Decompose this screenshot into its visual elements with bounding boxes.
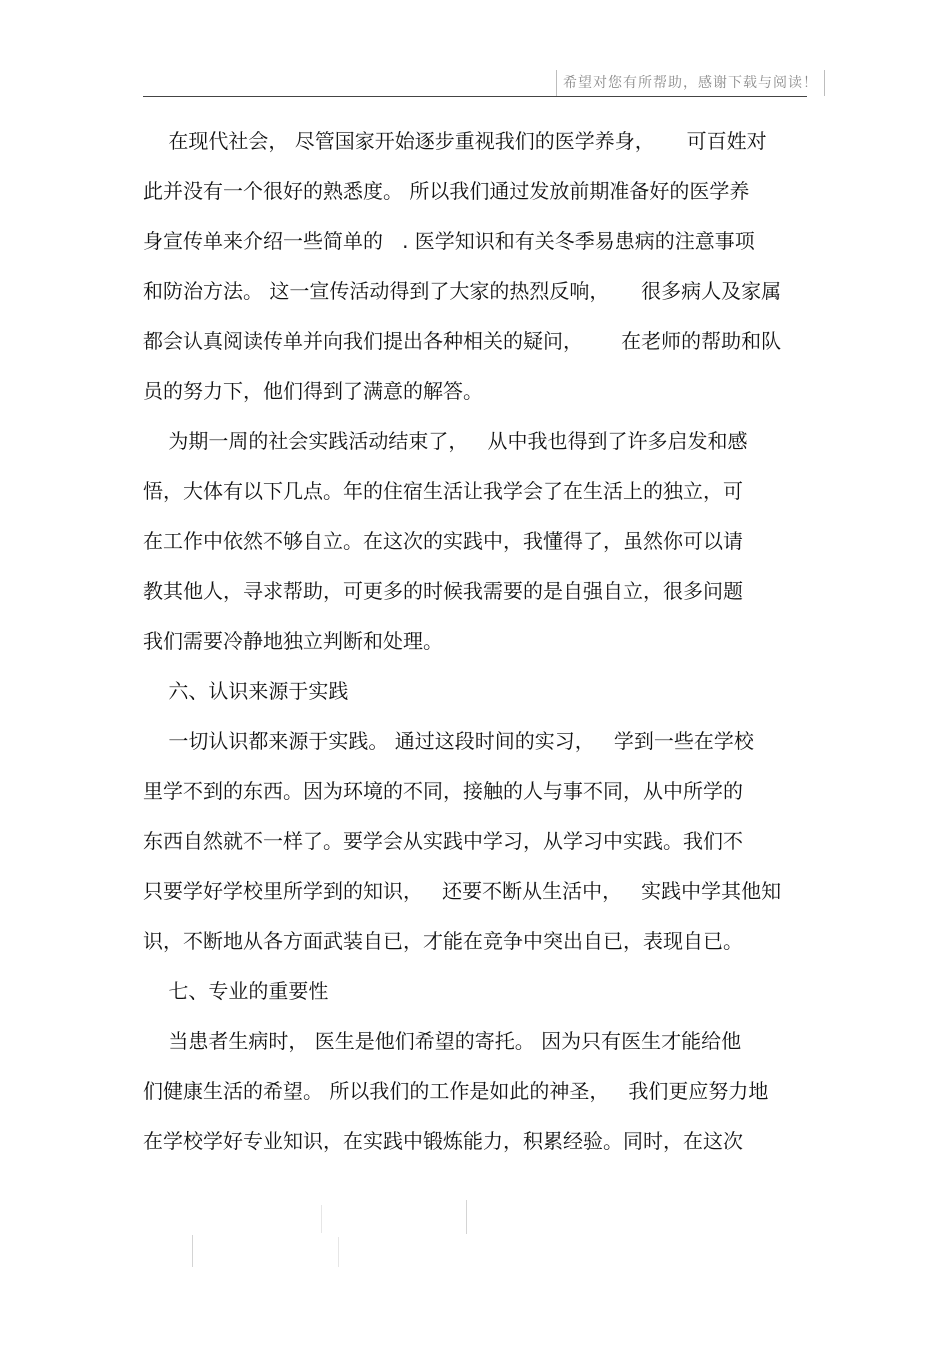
text-line: 只要学好学校里所学到的知识， 还要不断从生活中， 实践中学其他知: [143, 879, 782, 903]
text-line: 身宣传单来介绍一些简单的 . 医学知识和有关冬季易患病的注意事项: [143, 229, 755, 253]
text-line: 员的努力下，他们得到了满意的解答。: [143, 379, 483, 403]
text-line: 都会认真阅读传单并向我们提出各种相关的疑问， 在老师的帮助和队: [143, 329, 782, 353]
scan-artifact-line: [338, 1237, 339, 1267]
text-line: 当患者生病时， 医生是他们希望的寄托。 因为只有医生才能给他: [143, 1029, 742, 1053]
section-heading: 六、认识来源于实践: [143, 679, 349, 703]
text-line: 识，不断地从各方面武装自已，才能在竞争中突出自已，表现自已。: [143, 929, 743, 953]
header-note: 希望对您有所帮助，感谢下载与阅读！: [556, 70, 825, 96]
text-line: 我们需要冷静地独立判断和处理。: [143, 629, 443, 653]
text-line: 悟，大体有以下几点。年的住宿生活让我学会了在生活上的独立，可: [143, 479, 743, 503]
text-line: 此并没有一个很好的熟悉度。 所以我们通过发放前期准备好的医学养: [143, 179, 750, 203]
text-line: 一切认识都来源于实践。 通过这段时间的实习， 学到一些在学校: [143, 729, 754, 753]
header-divider: [143, 96, 807, 97]
scan-artifact-line: [466, 1200, 467, 1234]
text-line: 和防治方法。 这一宣传活动得到了大家的热烈反响， 很多病人及家属: [143, 279, 782, 303]
text-line: 里学不到的东西。因为环境的不同，接触的人与事不同，从中所学的: [143, 779, 743, 803]
text-line: 在现代社会， 尽管国家开始逐步重视我们的医学养身， 可百姓对: [143, 129, 767, 153]
text-line: 在工作中依然不够自立。在这次的实践中，我懂得了，虽然你可以请: [143, 529, 743, 553]
scan-artifact-line: [321, 1205, 322, 1233]
scan-artifact-line: [192, 1235, 193, 1267]
section-heading: 七、专业的重要性: [143, 979, 329, 1003]
text-line: 为期一周的社会实践活动结束了， 从中我也得到了许多启发和感: [143, 429, 748, 453]
text-line: 在学校学好专业知识，在实践中锻炼能力，积累经验。同时，在这次: [143, 1129, 743, 1153]
text-line: 教其他人，寻求帮助，可更多的时候我需要的是自强自立，很多问题: [143, 579, 743, 603]
document-body: [143, 116, 803, 1166]
text-line: 们健康生活的希望。 所以我们的工作是如此的神圣， 我们更应努力地: [143, 1079, 769, 1103]
text-line: 东西自然就不一样了。要学会从实践中学习，从学习中实践。我们不: [143, 829, 743, 853]
